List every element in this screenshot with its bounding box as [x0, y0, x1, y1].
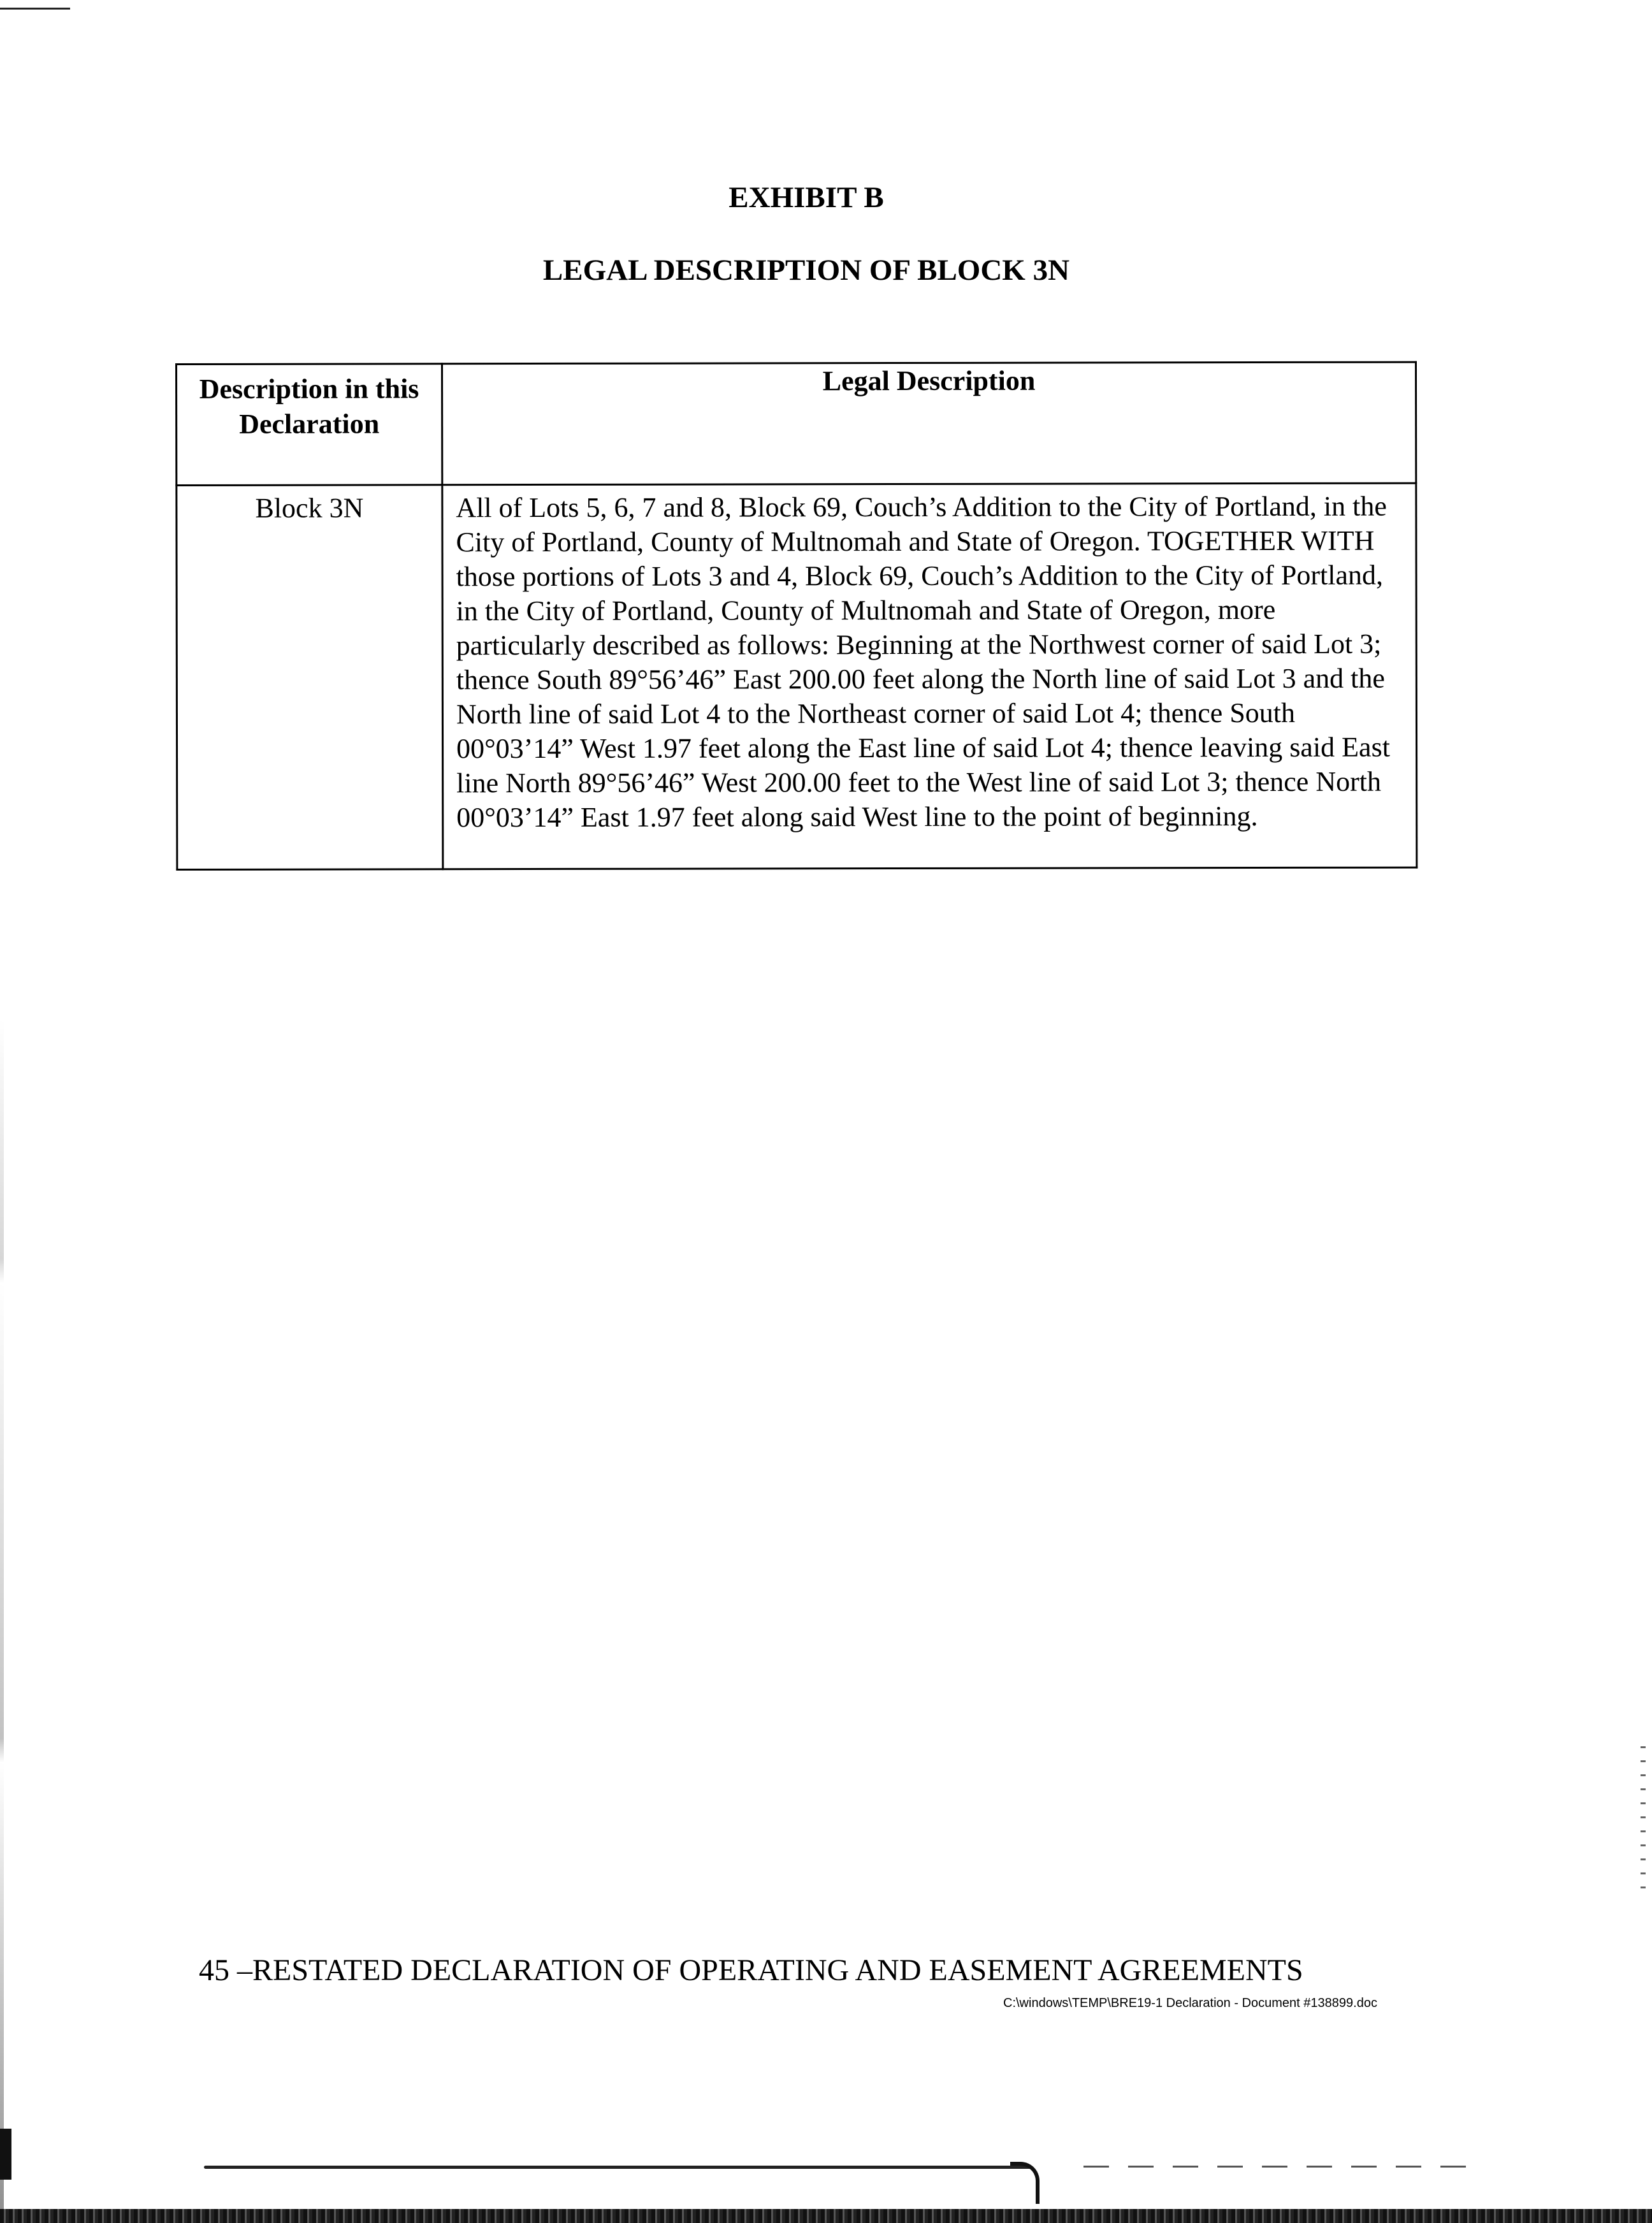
block-name-cell: Block 3N — [177, 485, 443, 870]
legal-description-table — [175, 361, 1417, 871]
scan-mark — [1010, 2162, 1040, 2204]
scan-dashes — [1083, 2166, 1466, 2168]
exhibit-title: EXHIBIT B — [728, 181, 884, 214]
document-heading: LEGAL DESCRIPTION OF BLOCK 3N — [542, 254, 1070, 287]
scan-specks — [1641, 1746, 1646, 1899]
table-row — [177, 483, 1417, 869]
header-legal-description: Legal Description — [442, 362, 1416, 485]
footer-title: 45 –RESTATED DECLARATION OF OPERATING AND EASEMENT AGREEMENTS — [199, 1953, 1303, 1987]
header-description-in-declaration: Description in this Declaration — [177, 364, 442, 486]
scan-blot — [0, 2129, 11, 2180]
legal-description-cell: All of Lots 5, 6, 7 and 8, Block 69, Couch’s Addition to the City of Portland, in the City of Portland, County of Multnomah and State of Oregon. TOGETHER WITH those portions of Lots 3 and 4, Block 69, Couch’s Addition to the City of Portland, in the City of Portland, County of Multnomah and State of Oregon, more particularly described as follows: Beginning at the Northwest corner of said Lot 3; thence South 89°56’46” East 200.00 feet along the North line of said Lot 3 and the North line of said Lot 4 to the Northeast corner of said Lot 4; thence South 00°03’14” West 1.97 feet along the East line of said Lot 4; thence leaving said East line North 89°56’46” West 200.00 feet to the West line of said Lot 3; thence North 00°03’14” East 1.97 feet along said West line to the point of beginning. — [442, 483, 1417, 869]
scan-edge-bottom — [0, 2209, 1652, 2223]
footer-file-path: C:\windows\TEMP\BRE19-1 Declaration - Document #138899.doc — [1003, 1996, 1377, 2010]
scan-line — [204, 2166, 1032, 2169]
scan-edge-shadow — [0, 1020, 4, 2218]
table-header-row — [177, 362, 1416, 485]
scan-mark — [0, 8, 70, 10]
